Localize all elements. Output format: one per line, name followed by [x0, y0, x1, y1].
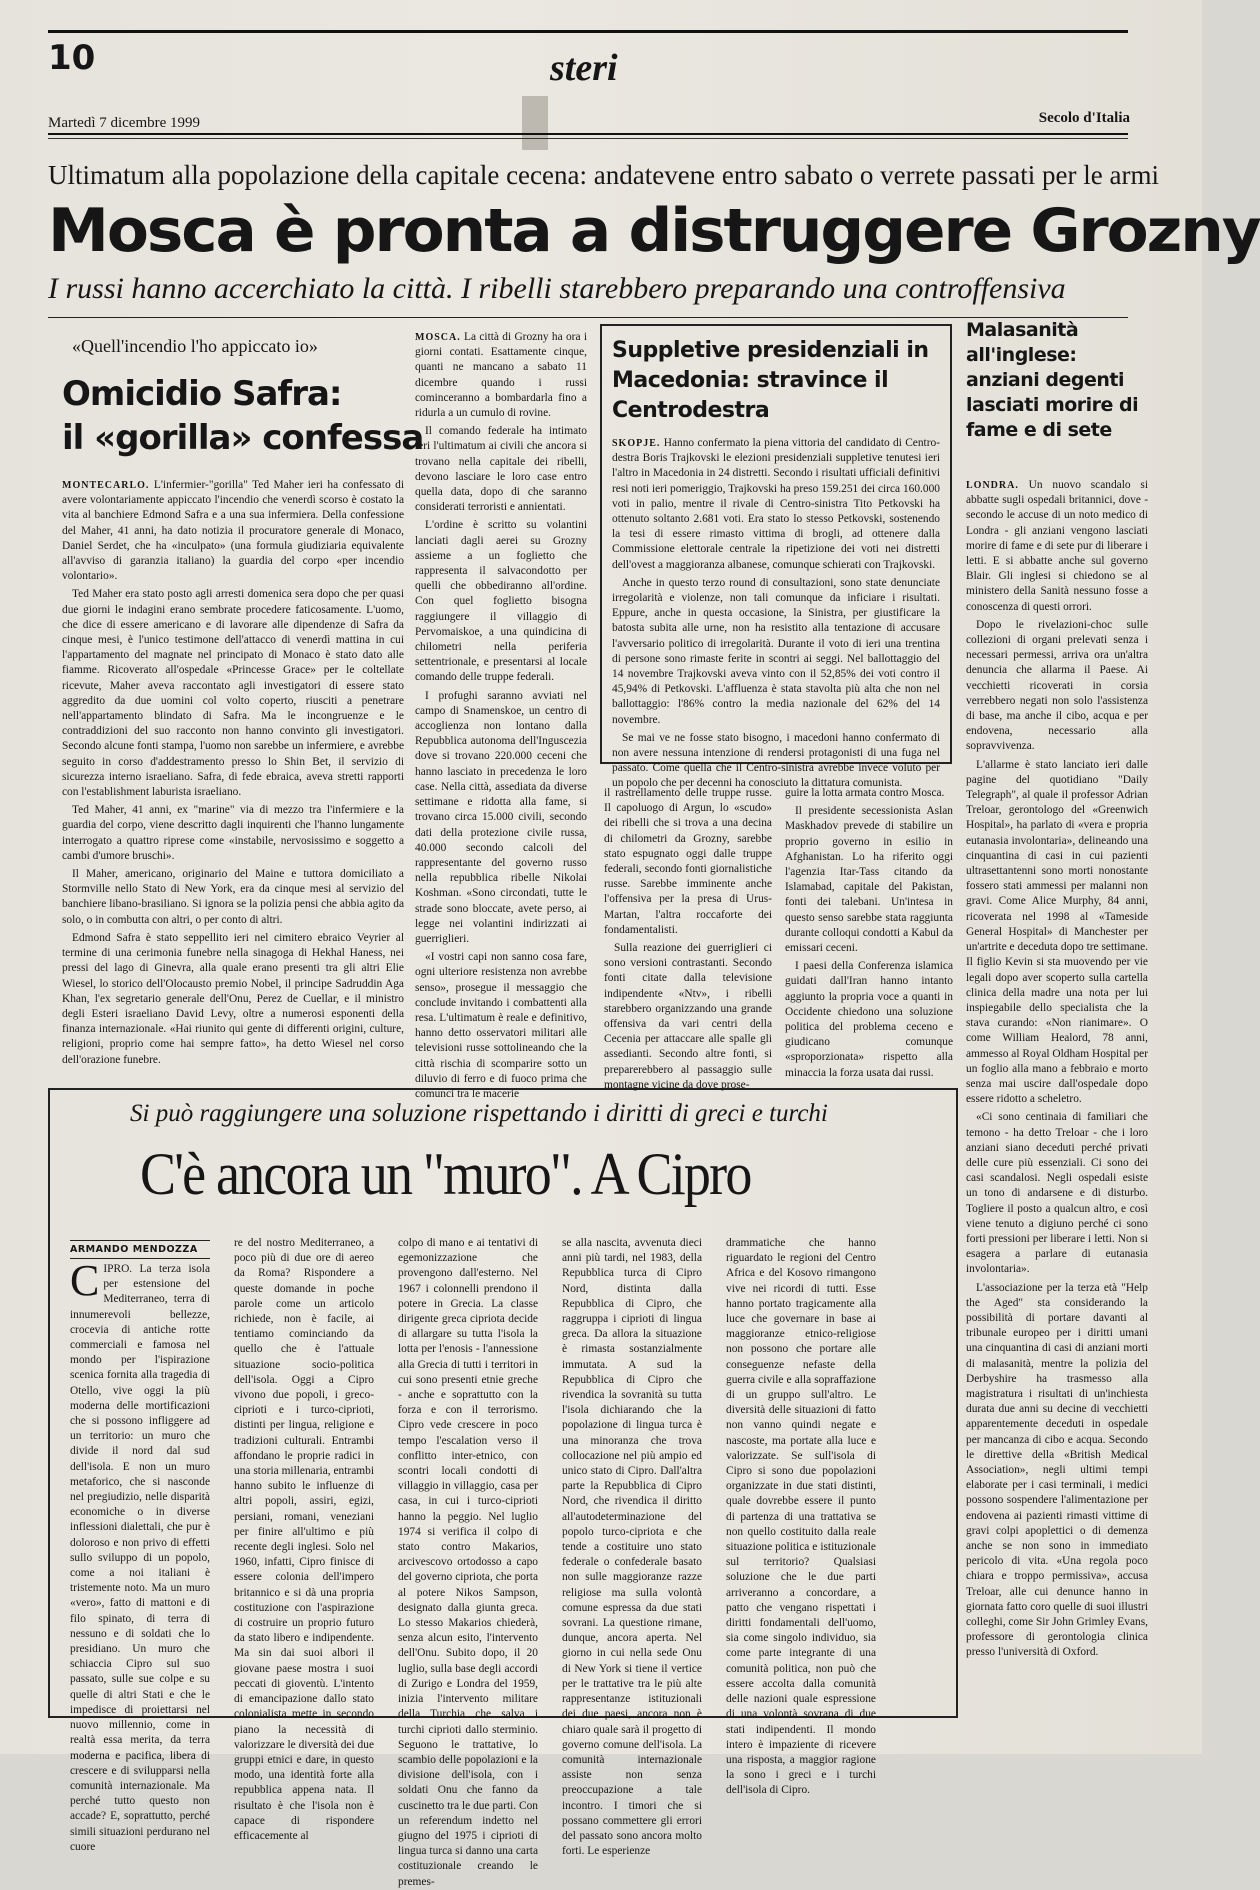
cipro-dropcap: C: [70, 1256, 100, 1305]
safra-title-line2: il «gorilla» confessa: [62, 418, 424, 458]
cipro-column-3: [398, 1236, 538, 1888]
safra-paragraph: MONTECARLO. L'infermier-"gorilla" Ted Maher ieri ha confessato di avere volontariamente appiccato l'incendio che venerdì scorso è costato la vita al banchiere Edmond Safra e a una sua infermiera. Della confessione del Maher, 41 anni, ha dato notizia il procuratore generale di Monaco, Daniel Serdet, che ha «inculpato» (una formula giudiziaria equivalente all'avviso di garanzia italiano) la guardia del corpo «per incendio volontario».: [62, 479, 404, 583]
section-name: steri: [550, 47, 618, 89]
cipro-column-2: [234, 1236, 374, 1842]
cipro-column-1: [70, 1256, 210, 1853]
malasanita-dateline: LONDRA.: [966, 480, 1019, 491]
cipro-kicker: Si può raggiungere una soluzione rispettando i diritti di greci e turchi: [130, 1100, 828, 1127]
cipro-paragraph: re del nostro Mediterraneo, a poco più di due ore di aereo da Roma? Rispondere a queste domande in poche parole come un articolo richiede, non è facile, ai tentiamo cominciando da quello che è l'attuale situazione socio-politica dell'isola. Oggi a Cipro vivono due popoli, i greco-ciprioti e i turco-ciprioti, distinti per lingua, religione e tradizioni culturali. Entrambi affondano le proprie radici in una storia millenaria, entrambi hanno subito le influenze di altri popoli, assiri, egizi, persiani, romani, veneziani per finire all'ultimo e più recente degli inglesi. Solo nel 1960, infatti, Cipro finisce di essere colonia dell'impero britannico e si dà una propria costituzione con l'aspirazione di costruire un proprio futuro da stato libero e indipendente. Ma sin dai suoi albori il giovane paese mostra i suoi peccati di gioventù. L'intento di emancipazione dallo stato colonialista mette in secondo piano la necessità di valorizzare le diversità dei due gruppi etnici e dare, in questo modo, una identità forte alla repubblica appena nata. Il risultato è che l'isola non è capace di rispondere efficacemente al: [234, 1237, 374, 1842]
cipro-column-5: [726, 1236, 876, 1797]
top-rule: [48, 30, 1128, 33]
lead-body-column-3: [785, 786, 953, 1079]
lead-paragraph: Il comando federale ha intimato ieri l'ultimatum ai civili che ancora si trovano nella capitale dei ribelli, devono lasciare le loro case entro quella data, dopo di che saranno considerati terroristi e annientati.: [415, 425, 587, 514]
masthead-rule-thin: [48, 138, 1128, 139]
malasanita-body: [966, 478, 1148, 1738]
safra-body: [62, 478, 404, 1068]
lead-body-column-2: [604, 786, 772, 1091]
macedonia-dateline: SKOPJE.: [612, 438, 661, 449]
safra-dateline: MONTECARLO.: [62, 480, 150, 491]
macedonia-body: [612, 436, 940, 790]
lead-body-column-1: [415, 330, 587, 1100]
lead-paragraph: L'ordine è scritto su volantini lanciati dagli aerei su Grozny assieme a un foglietto che rappresenta il salvacondotto per quelli che obbediranno all'ordine. Con quel foglietto bisogna raggiungere il villaggio di Pervomaiskoe, a una quindicina di chilometri nella periferia settentrionale, e presentarsi al locale comando delle truppe federali.: [415, 519, 587, 684]
cipro-paragraph: se alla nascita, avvenuta dieci anni più tardi, nel 1983, della Repubblica turca di Cipro Nord, distinta dalla Repubblica di Cipro, che raggruppa i ciprioti di lingua greca. Da allora la situazione è rimasta sostanzialmente immutata. A sud la Repubblica di Cipro che rivendica la sovranità su tutta l'isola dichiarando che la popolazione di lingua turca è una minoranza che trova collocazione nel più ampio ed unico stato di Cipro. Dall'altra parte la Repubblica di Cipro Nord, che rivendica il diritto all'autodeterminazione del popolo turco-cipriota e che tende a costituire uno stato federale o confederale basato non sulle maggioranze razze religiose ma sulla volontà comune espressa da due stati sovrani. La questione rimane, dunque, ancora aperta. Nel giorno in cui nella sede Onu di New York si tiene il vertice per le trattative tra le più alte rappresentanze istituzionali dei due paesi, ancora non è chiaro quale sarà il progetto di governo comune dell'isola. La comunità internazionale assiste non senza preoccupazione a tale incontro. I timori che si possano commettere gli errori del passato sono ancora molto forti. Le esperienze: [562, 1237, 702, 1858]
cipro-title: C'è ancora un "muro". A Cipro: [140, 1141, 751, 1207]
macedonia-article: [600, 324, 952, 790]
safra-title-line1: Omicidio Safra:: [62, 374, 342, 414]
section-initial: [522, 96, 548, 150]
malasanita-paragraph: Dopo le rivelazioni-choc sulle collezioni di organi prelevati senza i necessari permessi, arriva ora un'altra denuncia che allarma il Paese. Ai vecchietti ricoverati in corsia verrebbero negati non solo l'assistenza di base, ma anche il cibo, acqua e per endovena, necessario alla sopravvivenza.: [966, 618, 1148, 753]
malasanita-paragraph: «Ci sono centinaia di familiari che temono - ha detto Treloar - che i loro anziani siano deceduti perché privati delle cure più essenziali. Ci sono dei casi scandalosi. Negli ospedali esiste un tono di andarsene e di disturbo. Togliere il posto a qualcun altro, e così viene tenuto a digiuno perché ci sono forti pressioni per liberare i letti. Non si esagera a parlare di eutanasia involontaria».: [966, 1111, 1148, 1276]
safra-kicker: «Quell'incendio l'ho appiccato io»: [72, 336, 318, 356]
page-number: 10: [48, 38, 96, 78]
lead-paragraph: «I vostri capi non sanno cosa fare, ogni ulteriore resistenza non avrebbe senso», prosegue il messaggio che conclude invitando i combattenti alla resa. L'ultimatum è reale e definitivo, hanno detto osservatori militari alle televisioni russe sottolineando che la città rischia di scomparire sotto un diluvio di ferro e di fuoco prima che comunci tra le macerie: [415, 951, 587, 1100]
cipro-paragraph: colpo di mano e ai tentativi di egemonizzazione che provengono dall'esterno. Nel 1967 i colonnelli prendono il potere in Grecia. La classe dirigente greca cipriota decide di allargare su tutta l'isola la lotta per l'enosis - l'annessione alla Grecia di tutti i territori in cui sono presenti etnie greche - anche e soprattutto con la forza e con il terrorismo. Cipro vede crescere in poco tempo l'escalation verso il conflitto inter-etnico, con scontri locali condotti di villaggio in villaggio, casa per casa, in cui i turco-ciprioti hanno la peggio. Nel luglio 1974 si verifica il colpo di stato contro Makarios, arcivescovo ortodosso a capo del governo cipriota, che porta al potere Nikos Sampson, designato dalla giunta greca. Lo stesso Makarios chiederà, senza alcun esito, l'intervento dell'Onu. Subito dopo, il 20 luglio, sulla base degli accordi di Zurigo e Londra del 1959, inizia l'intervento militare della Turchia che salva i turchi ciprioti dallo sterminio. Seguono le trattative, lo scambio delle popolazioni e la divisione dell'isola, con i soldati Onu che fanno da cuscinetto tra le due parti. Con un referendum indetto nel giugno del 1975 i ciprioti di lingua turca si danno una carta costituzionale creando le premes-: [398, 1237, 538, 1888]
safra-title: [62, 372, 423, 460]
safra-paragraph: Il Maher, americano, originario del Maine e tuttora domiciliato a Stormville nello Stato di New York, era da cinque mesi al servizio del banchiere libano-brasiliano. Si ignora se la polizia pensi che abbia agito da solo, o in combutta con altri, o per conto di altri.: [62, 868, 404, 926]
malasanita-paragraph: L'allarme è stato lanciato ieri dalle pagine del quotidiano "Daily Telegraph", al quale il professor Adrian Treloar, gerontologo del «Greenwich Hospital», ha parlato di «vera e propria eutanasia involontaria», delineando una cinquantina di casi in cui pazienti ultrasettantenni sono morti nonostante fossero stati ammessi per malanni non gravi. Come Alice Murphy, 84 anni, ricoverata nel 1998 al «Tameside General Hospital» di Manchester per un'artrite e deceduta dopo tre settimane. Il figlio Kevin si sta muovendo per vie legali dopo aver scoperto sulla cartella clinica della madre una nota per lui inspiegabile dello specialista che la stava curando: «Non rianimare». O come William Healord, 78 anni, ammesso al Royal Oldham Hospital per un foglio alla mano a febbraio e morto senza mai uscire dall'ospedale dopo essere ridotto a scheletro.: [966, 758, 1148, 1106]
lead-paragraph: Il presidente secessionista Aslan Maskhadov prevede di stabilire un proprio governo in esilio in Afghanistan. Lo ha riferito oggi l'agenzia Itar-Tass citando da Islamabad, capitale del Pakistan, fonti dei talebani. Un'intesa in questo senso sarebbe stata raggiunta durante colloqui condotti a Kabul da emissari ceceni.: [785, 805, 953, 955]
safra-paragraph: Edmond Safra è stato seppellito ieri nel cimitero ebraico Veyrier al termine di una cerimonia funebre nella sinagoga di Hekhal Haness, nei pressi del lago di Ginevra, alla quale erano presenti tra gli altri Elie Wiesel, lo storico dell'Olocausto premio Nobel, il principe Sadruddin Aga Khan, l'ex segretario generale dell'Onu, Perez de Cuellar, e il ministro degli Esteri israeliano David Levy, oltre a numerosi esponenti della finanza internazionale. «Hai riunito qui gente di differenti origini, culture, religioni, proprio come hai sempre fatto», ha detto Wiesel nel corso dell'orazione funebre.: [62, 931, 404, 1066]
macedonia-paragraph: Anche in questo terzo round di consultazioni, sono state denunciate irregolarità e violenze, non tali comunque da inficiare i risultati. Eppure, anche in questa occasione, la Sinistra, per giustificare la batosta subita alle urne, non ha resistito alla tentazione di accusare l'avversario politico di irregolarità. Durante il voto di ieri una trentina di persone sono rimaste ferite in scontri ai seggi. Nel ballottaggio del 14 novembre Trajkovski aveva vinto con il 52,85% dei voti contro il 45,94% di Petkovski. L'affluenza è stata stavolta più alta che non nel ballottaggio: l'86% contro la media nazionale del 62% del 14 novembre.: [612, 576, 940, 726]
malasanita-title: Malasanità all'inglese: anziani degenti lasciati morire di fame e di sete: [966, 319, 1139, 441]
cipro-byline: ARMANDO MENDOZZA: [70, 1240, 210, 1259]
lead-paragraph: I profughi saranno avviati nel campo di Snamenskoe, un centro di accoglienza non lontano dalla Repubblica autonoma dell'Inguscezia dove si trovano 220.000 ceceni che hanno lasciato in precedenza le loro case. Nella città, assediata da diverse settimane e ridotta alla fame, si trovano circa 15.000 civili, secondo dati della protezione civile russa, 40.000 secondo calcoli del rappresentante del governo russo nella repubblica ribelle Nikolai Koshman. «Sono circondati, tutte le strade sono bloccate, avete perso, ai legge nei volantini indirizzati ai guerriglieri.: [415, 689, 587, 945]
lead-kicker: Ultimatum alla popolazione della capitale cecena: andatevene entro sabato o verrete passati per le armi: [48, 160, 1159, 190]
safra-paragraph: Ted Maher, 41 anni, ex "marine" via di mezzo tra l'infermiere e la guardia del corpo, viene descritto dagli inquirenti che l'hanno lungamente interrogato a quattro riprese come «instabile, nervosissimo e soggetto a cambi d'umore bruschi».: [62, 804, 404, 862]
macedonia-paragraph: SKOPJE. Hanno confermato la piena vittoria del candidato di Centro-destra Boris Trajkovski le elezioni presidenziali suppletive tenutesi ieri l'altro in Macedonia in 24 distretti. Secondo i risultati ufficiali definitivi resi noti ieri pomeriggio, Trajkovski ha preso 159.251 dei circa 160.000 voti in palio, mentre il rivale di Centro-sinistra Tito Petkovski ha ottenuto soltanto 2.681 voti. Era stato lo stesso Petkovski, sostenendo la tesi di essere rimasto vittima di brogli, ad ottenere dalla Commissione elettorale centrale la ripetizione dei voti nei distretti dell'ovest a maggioranza albanese, comunque schierati con Trajkovski.: [612, 437, 940, 571]
masthead-rule: [48, 133, 1128, 135]
malasanita-paragraph: L'associazione per la terza età "Help the Aged" sta considerando la possibilità di portare davanti al tribunale europeo per i diritti umani una cinquantina di casi di anziani morti di malasanità, mentre la polizia del Derbyshire ha trasmesso alla magistratura i risultati di un'inchiesta durata due anni su decine di vecchietti apparentemente deceduti in ospedale per mancanza di cibo e acqua. Secondo le direttive della «British Medical Association», negli ultimi tempi elaborate per i casi terminali, i medici possono sospendere l'alimentazione per endovena ai pazienti rimasti vittime di gravi colpi apoplettici o di demenza anche se non sono in immediato pericolo di vita. «Una regola poco chiara e troppo permissiva», accusa Treloar, alle cui denunce hanno in giornata fatto coro quelle di suoi illustri colleghi, come Sir John Grimley Evans, professore di gerontologia clinica presso l'università di Oxford.: [966, 1281, 1148, 1659]
safra-paragraph: Ted Maher era stato posto agli arresti domenica sera dopo che per quasi due giorni le indagini erano sembrate procedere faticosamente. L'uomo, che dice di essere americano e di lavorare alle dipendenze di Safra da cinque mesi, è l'unico testimone dell'attacco di venerdì mattina in cui l'appartamento del magnate nel principato di Monaco è stato dato alle fiamme. Ricoverato all'ospedale «Princesse Grace» per le coltellate ricevute, Maher aveva raccontato agli investigatori di essere stato aggredito da due uomini col volto coperto, riusciti a penetrare nell'appartamento blindato di Safra. Ma le incongruenze e le contraddizioni del suo racconto non hanno convinto gli investigatori. Secondo alcune fonti stampa, l'uomo non sarebbe un infermiere, e avrebbe seguito in corso d'addestramento presso lo Shin Bet, il servizio di sicurezza interno israeliano. Safra, di fede ebraica, aveva stretti rapporti con l'establishment laburista israeliano.: [62, 588, 404, 799]
cipro-paragraph: drammatiche che hanno riguardato le regioni del Centro Africa e del Kosovo rimangono vive nei ricordi di tutti. Esse hanno portato tragicamente alla luce che governare in base ai maggioranze etnico-religiose non possono che portare alle conseguenze nefaste della guerra civile e alla sopraffazione di un gruppo sull'altro. Le diversità delle situazioni di fatto non vanno quindi negate e nascoste, ma portate alla luce e valorizzate. Se sull'isola di Cipro si sono due popolazioni organizzate in due stati distinti, quale dovrebbe essere il punto di partenza di una trattativa se non quello costituito dalla reale situazione politica e istituzionale sul territorio? Qualsiasi soluzione che le due parti arriveranno a concordare, a patto che vengano rispettati i diritti fondamentali dell'uomo, sia come singolo individuo, sia come parte integrante di una comunità politica, non può che essere accolta dalla comunità delle nazioni quale espressione di una volontà sovrana di due stati indipendenti. Il mondo intero è impaziente di ricevere una risposta, a maggior ragione la sono i greci e i turchi dell'isola di Cipro.: [726, 1237, 876, 1797]
macedonia-paragraph: Se mai ve ne fosse stato bisogno, i macedoni hanno confermato di non avere nessuna intenzione di rendersi protagonisti di una fuga nel passato. Come quella che il Centro-sinistra avrebbe invece voluto per un popolo che per decenni ha conosciuto la dittatura comunista.: [612, 731, 940, 790]
lead-paragraph: Sulla reazione dei guerriglieri ci sono versioni contrastanti. Secondo fonti citate dalla televisione indipendente «Ntv», i ribelli starebbero organizzando una grande offensiva da vari centri della Cecenia per attaccare alle spalle gli assedianti. Secondo altre fonti, si preparerebbero al passaggio sulle montagne vicine da dove prose-: [604, 942, 772, 1091]
cipro-paragraph: CIPRO. La terza isola per estensione del Mediterraneo, terra di innumerevoli bellezze, crocevia di antiche rotte commerciali e famosa nel mondo per l'ispirazione scenica fornita alla tragedia di Otello, vive oggi la più moderna delle mortificazioni che si possono infliggere ad un territorio: un muro che divide il nord dal sud dell'isola. E non un muro metaforico, che si nasconde nel pregiudizio, nelle disparità economiche o in diverse inflessioni dialettali, che pur è doloroso e non privo di effetti sullo sviluppo di un popolo, come a noi italiani è tristemente noto. Ma un muro «vero», fatto di mattoni e di filo spinato, di terra di nessuno e di soldati che lo presidiano. Un muro che schiaccia Cipro sul suo passato, sulle sue colpe e su quelle di altri Stati e che le impedisce di proiettarsi nel nuovo millennio, come in realtà essa merita, da terra moderna e pacifica, libera di crescere e di svilupparsi nella comunità internazionale. Ma perché tutto questo non accade? E, soprattutto, perché simili situazioni perdurano nel cuore: [70, 1256, 210, 1853]
lead-paragraph: I paesi della Conferenza islamica guidati dall'Iran hanno intanto aggiunto la propria voce a quanti in Occidente chiedono una soluzione politica del problema ceceno e giudicano comunque «sproporzionata» rispetto alla minaccia la forza usata dai russi.: [785, 960, 953, 1079]
lead-paragraph: guire la lotta armata contro Mosca.: [785, 787, 945, 799]
lead-headline: Mosca è pronta a distruggere Grozny: [48, 196, 1260, 266]
lead-paragraph: MOSCA. La città di Grozny ha ora i giorni contati. Esattamente cinque, quanti ne mancano a sabato 11 dicembre quando i russi cominceranno a bombardarla fino a ridurla a un cumulo di rovine.: [415, 331, 587, 420]
newspaper-name: Secolo d'Italia: [1038, 110, 1130, 126]
lead-dateline: MOSCA.: [415, 332, 461, 343]
issue-date: Martedì 7 dicembre 1999: [48, 115, 201, 131]
lead-paragraph: il rastrellamento delle truppe russe. Il capoluogo di Argun, lo «scudo» dei ribelli che si trova a una decina di chilometri da Grozny, sarebbe stato espugnato oggi dalle truppe federali, secondo fonti giornalistiche russe. Sarebbe imminente anche l'offensiva per la presa di Urus-Martan, l'altra roccaforte dei fondamentalisti.: [604, 787, 772, 936]
cipro-column-4: [562, 1236, 702, 1858]
lead-subhead: I russi hanno accerchiato la città. I ribelli starebbero preparando una controffensiva: [48, 272, 1066, 305]
malasanita-paragraph: LONDRA. Un nuovo scandalo si abbatte sugli ospedali britannici, dove - secondo le accuse di un noto medico di Londra - gli anziani vengono lasciati morire di fame e di sete pur di liberare i letti. E si abbatte anche sul governo Blair. Gli inglesi si chiedono se al ministero della Sanità nessuno fosse a conoscenza di questi orrori.: [966, 479, 1148, 613]
macedonia-title: Suppletive presidenziali in Macedonia: stravince il Centrodestra: [612, 338, 929, 423]
